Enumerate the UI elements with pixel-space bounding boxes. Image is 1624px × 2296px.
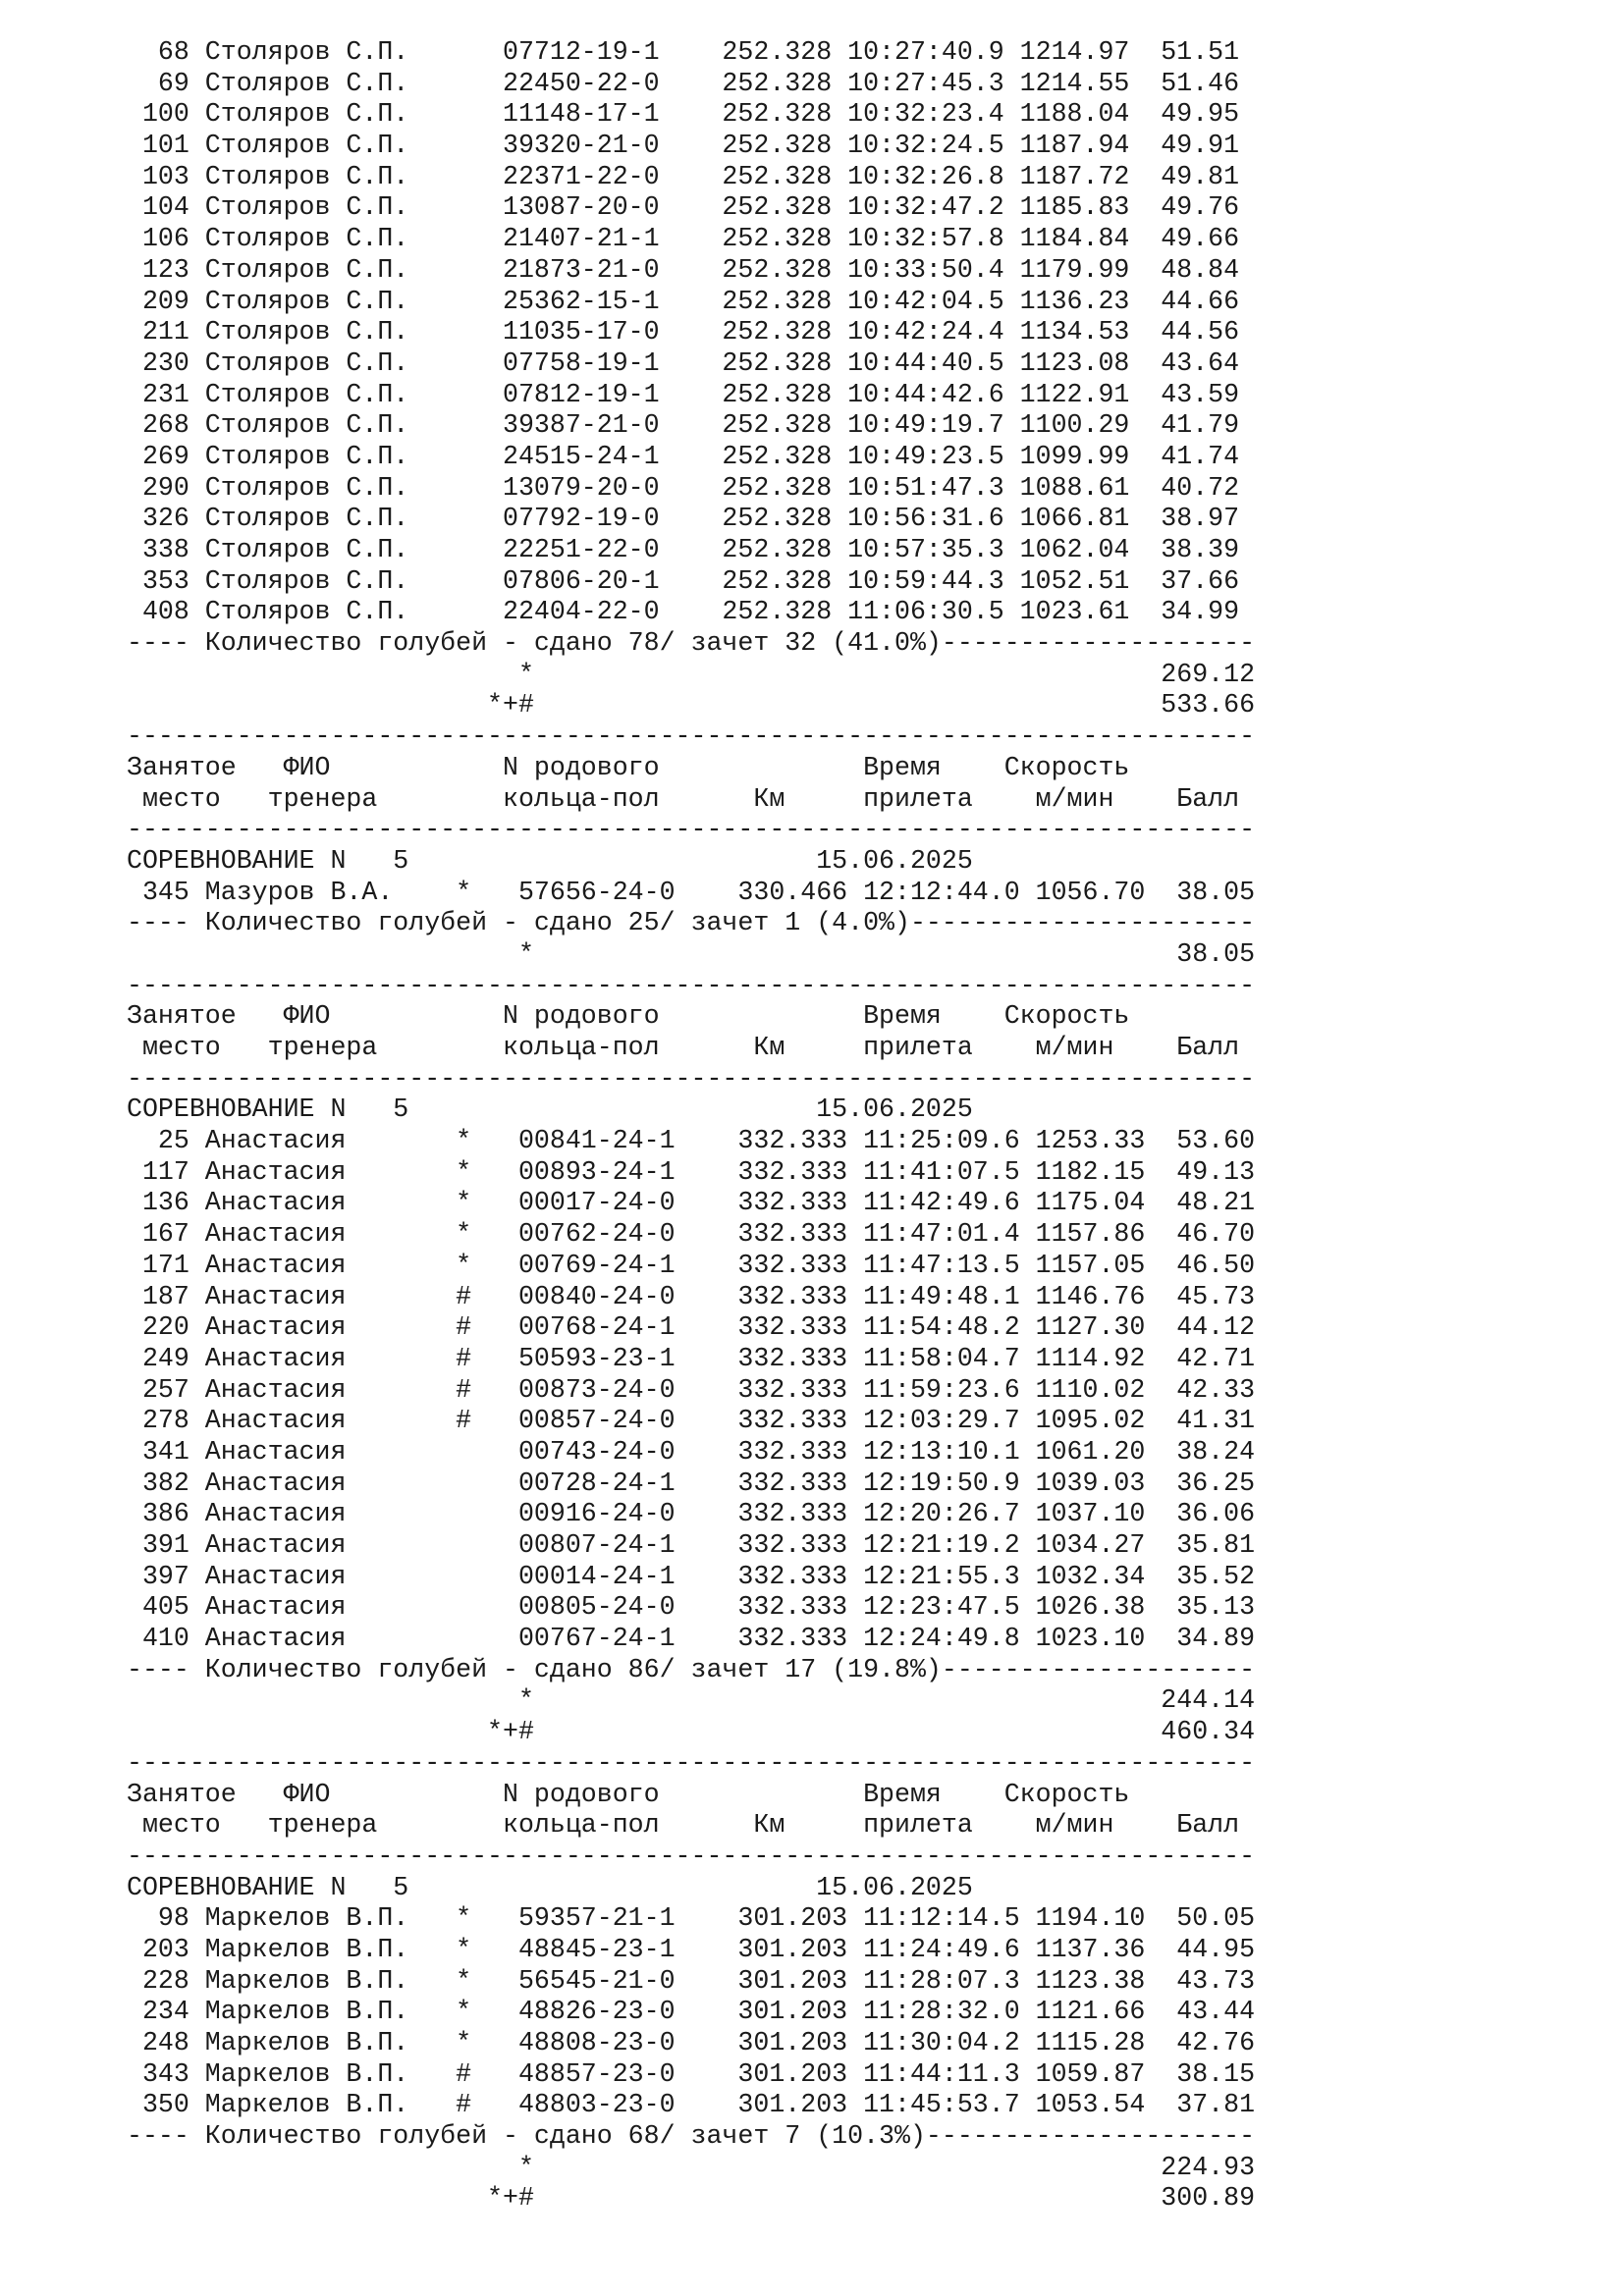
- printout-line: СОРЕВНОВАНИЕ N 5 15.06.2025: [127, 1872, 973, 1902]
- printout-line: 249 Анастасия # 50593-23-1 332.333 11:58:04.7 1114.92 42.71: [127, 1343, 1256, 1373]
- printout-line: 211 Столяров С.П. 11035-17-0 252.328 10:42:24.4 1134.53 44.56: [127, 317, 1240, 347]
- printout-line: 382 Анастасия 00728-24-1 332.333 12:19:50.9 1039.03 36.25: [127, 1468, 1256, 1498]
- printout-line: 386 Анастасия 00916-24-0 332.333 12:20:26.7 1037.10 36.06: [127, 1499, 1256, 1529]
- printout-line: Занятое ФИО N родового Время Скорость: [127, 752, 1130, 782]
- printout-line: 220 Анастасия # 00768-24-1 332.333 11:54:48.2 1127.30 44.12: [127, 1312, 1256, 1343]
- printout-line: место тренера кольца-пол Км прилета м/мин Балл: [127, 1033, 1240, 1062]
- printout-line: 203 Маркелов В.П. * 48845-23-1 301.203 11:24:49.6 1137.36 44.95: [127, 1934, 1256, 1964]
- printout-line: 167 Анастасия * 00762-24-0 332.333 11:47:01.4 1157.86 46.70: [127, 1219, 1256, 1250]
- printout-line: место тренера кольца-пол Км прилета м/мин Балл: [127, 1810, 1240, 1841]
- printout-line: 343 Маркелов В.П. # 48857-23-0 301.203 11:44:11.3 1059.87 38.15: [127, 2058, 1256, 2089]
- printout-line: ------------------------------------------------------------------------: [127, 721, 1256, 752]
- printout-line: ------------------------------------------------------------------------: [127, 1063, 1256, 1094]
- printout-line: ---- Количество голубей - сдано 68/ зачет 7 (10.3%)---------------------: [127, 2121, 1256, 2152]
- printout-line: 268 Столяров С.П. 39387-21-0 252.328 10:49:19.7 1100.29 41.79: [127, 410, 1240, 441]
- printout-line: 69 Столяров С.П. 22450-22-0 252.328 10:27:45.3 1214.55 51.46: [127, 68, 1240, 98]
- printout-line: 101 Столяров С.П. 39320-21-0 252.328 10:32:24.5 1187.94 49.91: [127, 131, 1240, 161]
- printout-line: СОРЕВНОВАНИЕ N 5 15.06.2025: [127, 1095, 973, 1125]
- printout-line: 136 Анастасия * 00017-24-0 332.333 11:42:49.6 1175.04 48.21: [127, 1188, 1256, 1218]
- printout-line: 123 Столяров С.П. 21873-21-0 252.328 10:33:50.4 1179.99 48.84: [127, 254, 1240, 285]
- printout-line: 106 Столяров С.П. 21407-21-1 252.328 10:32:57.8 1184.84 49.66: [127, 224, 1240, 254]
- printout-line: 68 Столяров С.П. 07712-19-1 252.328 10:27:40.9 1214.97 51.51: [127, 37, 1240, 67]
- printout-line: 353 Столяров С.П. 07806-20-1 252.328 10:59:44.3 1052.51 37.66: [127, 565, 1240, 596]
- printout-line: 117 Анастасия * 00893-24-1 332.333 11:41:07.5 1182.15 49.13: [127, 1156, 1256, 1187]
- printout-line: СОРЕВНОВАНИЕ N 5 15.06.2025: [127, 845, 973, 876]
- results-printout: [127, 37, 1255, 2215]
- printout-line: 338 Столяров С.П. 22251-22-0 252.328 10:57:35.3 1062.04 38.39: [127, 535, 1240, 564]
- printout-line: 341 Анастасия 00743-24-0 332.333 12:13:10.1 1061.20 38.24: [127, 1436, 1256, 1467]
- printout-line: ------------------------------------------------------------------------: [127, 970, 1256, 1000]
- printout-line: Занятое ФИО N родового Время Скорость: [127, 1779, 1130, 1809]
- printout-line: *+# 460.34: [127, 1717, 1256, 1747]
- printout-line: 257 Анастасия # 00873-24-0 332.333 11:59:23.6 1110.02 42.33: [127, 1374, 1256, 1405]
- printout-line: 187 Анастасия # 00840-24-0 332.333 11:49:48.1 1146.76 45.73: [127, 1281, 1256, 1311]
- printout-line: 408 Столяров С.П. 22404-22-0 252.328 11:06:30.5 1023.61 34.99: [127, 597, 1240, 627]
- printout-line: 345 Мазуров В.А. * 57656-24-0 330.466 12:12:44.0 1056.70 38.05: [127, 877, 1256, 907]
- printout-line: 269 Столяров С.П. 24515-24-1 252.328 10:49:23.5 1099.99 41.74: [127, 441, 1240, 471]
- printout-line: 350 Маркелов В.П. # 48803-23-0 301.203 11:45:53.7 1053.54 37.81: [127, 2090, 1256, 2120]
- printout-line: 290 Столяров С.П. 13079-20-0 252.328 10:51:47.3 1088.61 40.72: [127, 472, 1240, 503]
- printout-line: * 244.14: [127, 1685, 1256, 1716]
- printout-line: * 224.93: [127, 2152, 1256, 2182]
- printout-line: 103 Столяров С.П. 22371-22-0 252.328 10:32:26.8 1187.72 49.81: [127, 161, 1240, 191]
- printout-line: 25 Анастасия * 00841-24-1 332.333 11:25:09.6 1253.33 53.60: [127, 1126, 1256, 1156]
- printout-line: 248 Маркелов В.П. * 48808-23-0 301.203 11:30:04.2 1115.28 42.76: [127, 2028, 1256, 2057]
- printout-line: 278 Анастасия # 00857-24-0 332.333 12:03:29.7 1095.02 41.31: [127, 1406, 1256, 1436]
- printout-line: *+# 300.89: [127, 2183, 1256, 2214]
- printout-line: 405 Анастасия 00805-24-0 332.333 12:23:47.5 1026.38 35.13: [127, 1592, 1256, 1623]
- printout-line: ---- Количество голубей - сдано 25/ зачет 1 (4.0%)----------------------: [127, 908, 1256, 938]
- printout-line: 100 Столяров С.П. 11148-17-1 252.328 10:32:23.4 1188.04 49.95: [127, 99, 1240, 130]
- printout-line: 209 Столяров С.П. 25362-15-1 252.328 10:42:04.5 1136.23 44.66: [127, 286, 1240, 316]
- printout-line: 391 Анастасия 00807-24-1 332.333 12:21:19.2 1034.27 35.81: [127, 1530, 1256, 1560]
- printout-line: 171 Анастасия * 00769-24-1 332.333 11:47:13.5 1157.05 46.50: [127, 1250, 1256, 1280]
- printout-line: ------------------------------------------------------------------------: [127, 1747, 1256, 1778]
- printout-line: * 269.12: [127, 659, 1256, 689]
- printout-line: 104 Столяров С.П. 13087-20-0 252.328 10:32:47.2 1185.83 49.76: [127, 192, 1240, 223]
- printout-line: 98 Маркелов В.П. * 59357-21-1 301.203 11:12:14.5 1194.10 50.05: [127, 1903, 1256, 1934]
- printout-line: 228 Маркелов В.П. * 56545-21-0 301.203 11:28:07.3 1123.38 43.73: [127, 1965, 1256, 1996]
- printout-line: 410 Анастасия 00767-24-1 332.333 12:24:49.8 1023.10 34.89: [127, 1624, 1256, 1654]
- printout-line: 230 Столяров С.П. 07758-19-1 252.328 10:44:40.5 1123.08 43.64: [127, 347, 1240, 378]
- printout-line: 231 Столяров С.П. 07812-19-1 252.328 10:44:42.6 1122.91 43.59: [127, 379, 1240, 409]
- printout-line: ---- Количество голубей - сдано 78/ зачет 32 (41.0%)--------------------: [127, 628, 1256, 659]
- printout-line: 326 Столяров С.П. 07792-19-0 252.328 10:56:31.6 1066.81 38.97: [127, 504, 1240, 534]
- printout-line: * 38.05: [127, 938, 1256, 969]
- printout-line: 397 Анастасия 00014-24-1 332.333 12:21:55.3 1032.34 35.52: [127, 1561, 1256, 1591]
- printout-line: Занятое ФИО N родового Время Скорость: [127, 1001, 1130, 1032]
- printout-line: ---- Количество голубей - сдано 86/ зачет 17 (19.8%)--------------------: [127, 1654, 1256, 1684]
- printout-line: 234 Маркелов В.П. * 48826-23-0 301.203 11:28:32.0 1121.66 43.44: [127, 1997, 1256, 2027]
- printout-line: *+# 533.66: [127, 690, 1256, 721]
- printout-line: ------------------------------------------------------------------------: [127, 815, 1256, 845]
- printout-line: место тренера кольца-пол Км прилета м/мин Балл: [127, 783, 1240, 814]
- printout-line: ------------------------------------------------------------------------: [127, 1841, 1256, 1871]
